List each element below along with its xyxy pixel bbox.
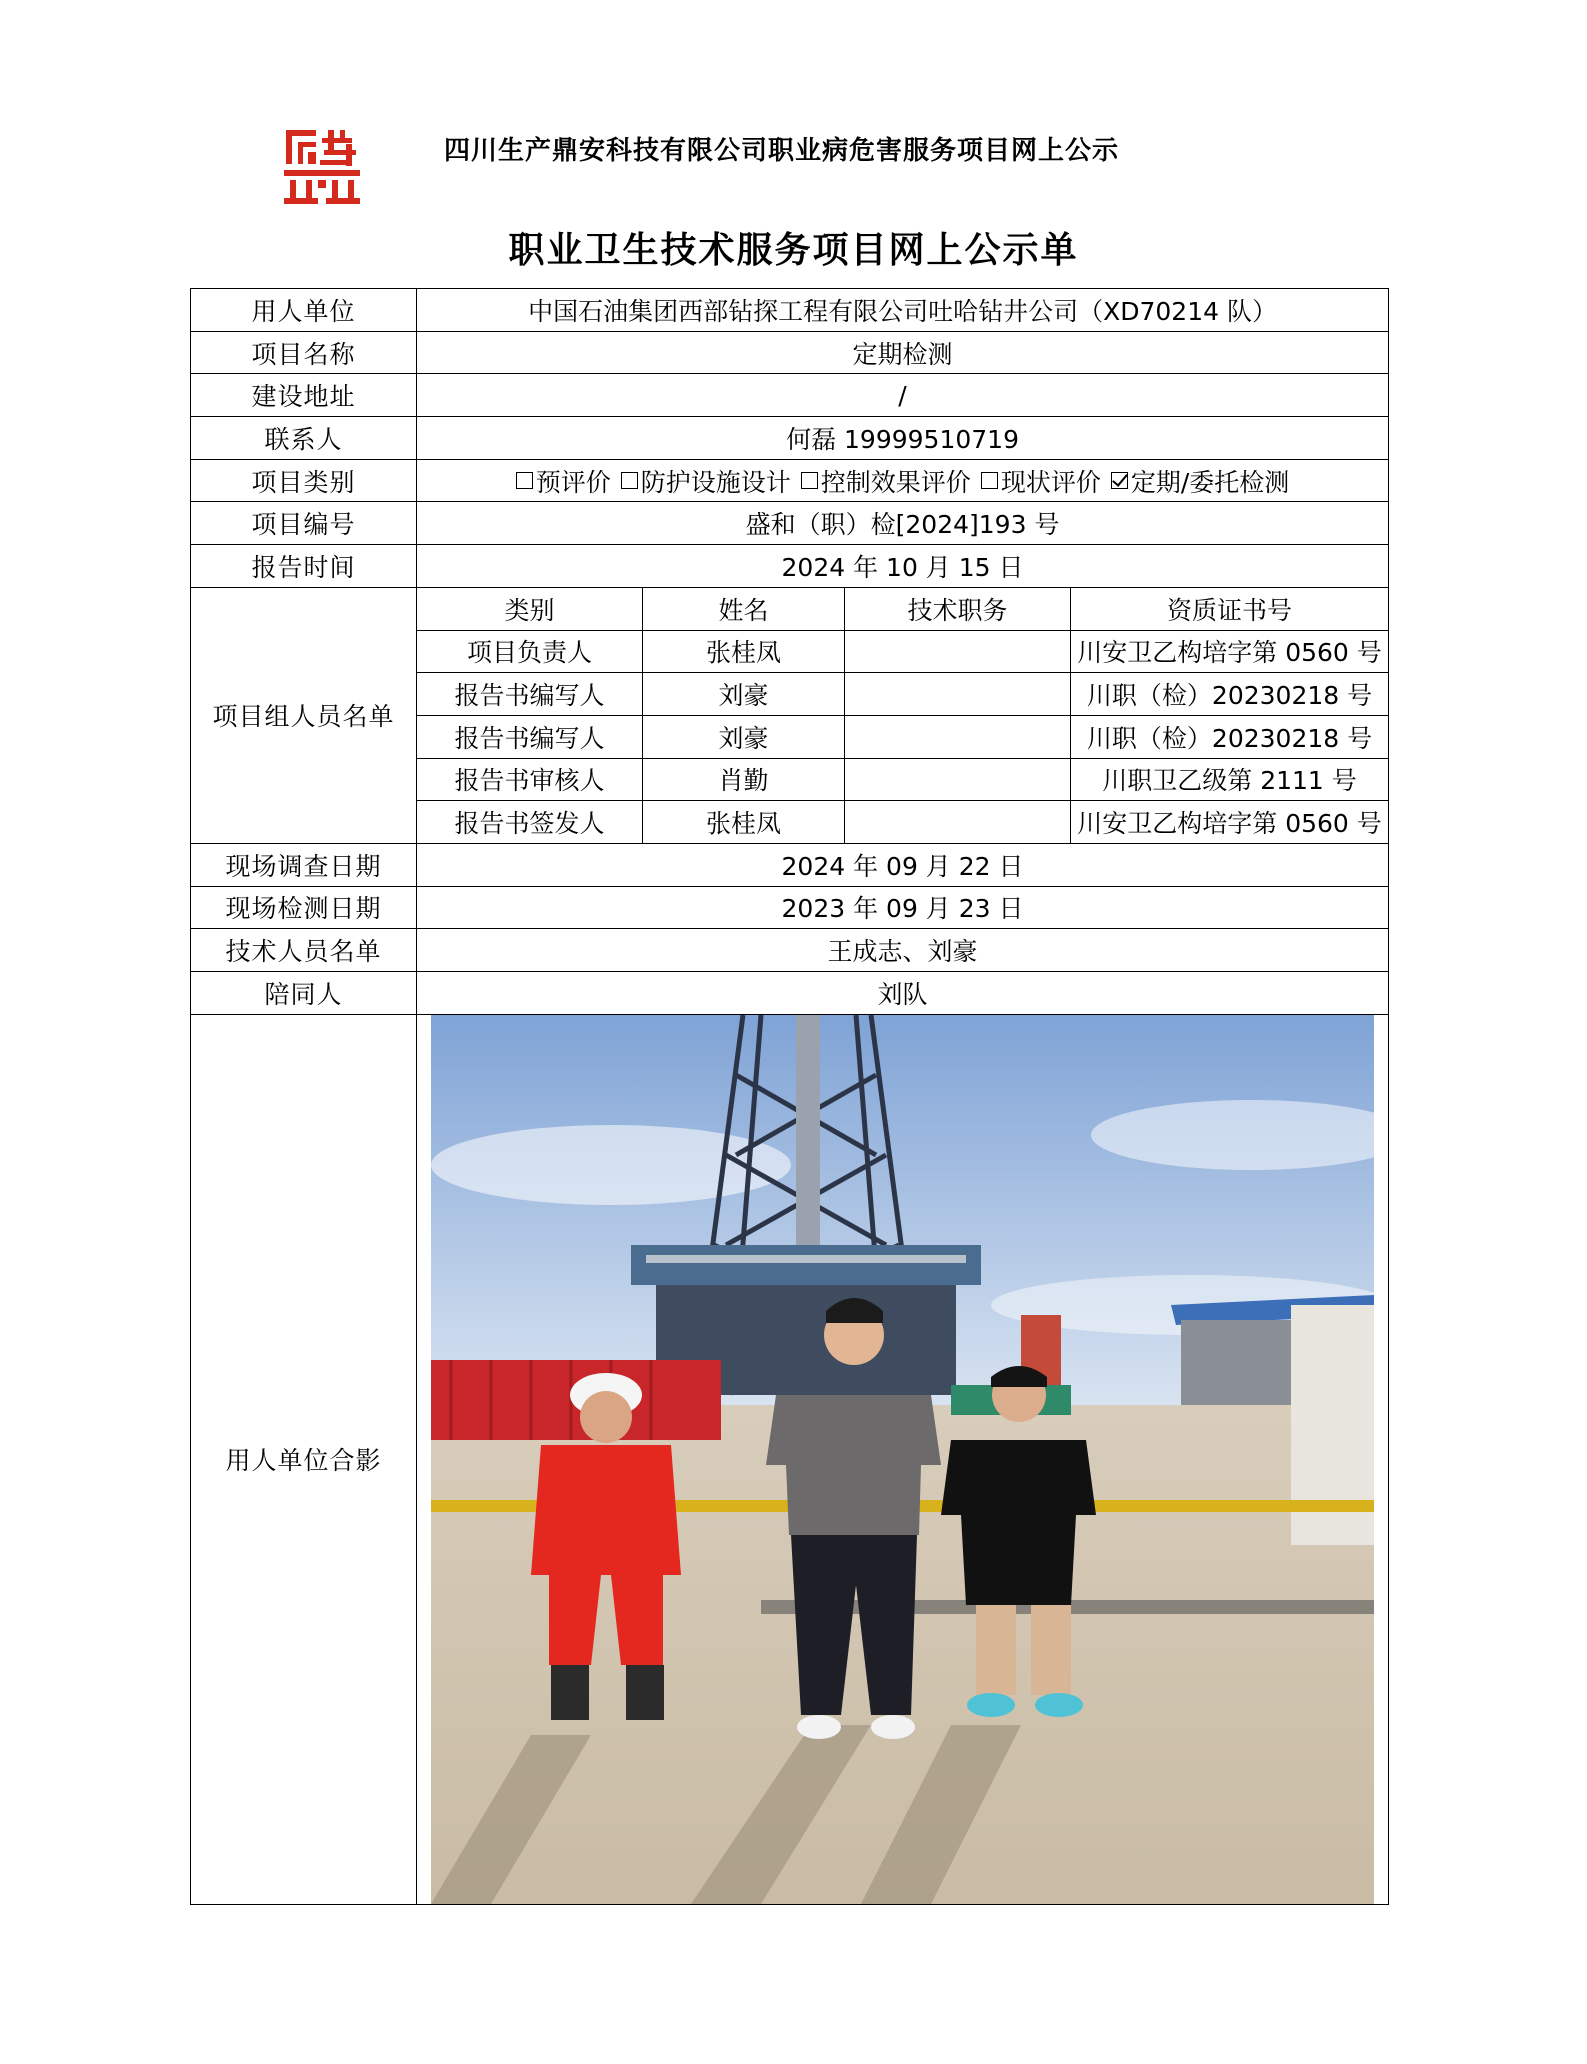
team-title <box>845 801 1071 844</box>
row-tech-staff <box>191 929 1389 972</box>
category-option-pre-assessment[interactable]: 预评价 <box>516 463 611 499</box>
team-header-cert: 资质证书号 <box>1071 587 1389 630</box>
row-project-no <box>191 502 1389 545</box>
row-photo <box>191 1014 1389 1904</box>
escort-label: 陪同人 <box>191 972 417 1015</box>
test-date-value: 2023 年 09 月 23 日 <box>417 886 1389 929</box>
survey-date-value: 2024 年 09 月 22 日 <box>417 843 1389 886</box>
report-date-value: 2024 年 10 月 15 日 <box>417 545 1389 588</box>
team-title <box>845 673 1071 716</box>
category-options <box>417 459 1389 502</box>
header-notice: 四川生产鼎安科技有限公司职业病危害服务项目网上公示 <box>444 136 1120 166</box>
team-label: 项目组人员名单 <box>191 587 417 843</box>
tech-staff-label: 技术人员名单 <box>191 929 417 972</box>
team-header-role: 类别 <box>417 587 643 630</box>
team-title <box>845 715 1071 758</box>
row-report-date <box>191 545 1389 588</box>
project-no-value: 盛和（职）检[2024]193 号 <box>417 502 1389 545</box>
row-survey-date <box>191 843 1389 886</box>
contact-label: 联系人 <box>191 417 417 460</box>
team-cert: 川职卫乙级第 2111 号 <box>1071 758 1389 801</box>
team-cert: 川职（检）20230218 号 <box>1071 673 1389 716</box>
row-escort <box>191 972 1389 1015</box>
team-header-title: 技术职务 <box>845 587 1071 630</box>
project-name-label: 项目名称 <box>191 331 417 374</box>
drilling-site-photo-image <box>431 1015 1374 1904</box>
logo-seal-icon <box>284 128 360 206</box>
project-no-label: 项目编号 <box>191 502 417 545</box>
employer-label: 用人单位 <box>191 289 417 332</box>
category-option-status-assessment[interactable]: 现状评价 <box>981 463 1101 499</box>
team-title <box>845 630 1071 673</box>
row-category <box>191 459 1389 502</box>
category-option-periodic-test[interactable]: 定期/委托检测 <box>1111 463 1289 499</box>
category-option-protection-design[interactable]: 防护设施设计 <box>621 463 791 499</box>
address-label: 建设地址 <box>191 374 417 417</box>
company-logo <box>284 128 360 206</box>
row-address <box>191 374 1389 417</box>
notice-form-table <box>190 288 1389 1905</box>
photo-cell <box>417 1014 1389 1904</box>
checkbox-icon[interactable] <box>801 472 818 489</box>
group-photo <box>431 1015 1374 1904</box>
team-title <box>845 758 1071 801</box>
team-name: 刘豪 <box>643 715 845 758</box>
checkbox-icon[interactable] <box>981 472 998 489</box>
category-option-control-effect[interactable]: 控制效果评价 <box>801 463 971 499</box>
checkbox-checked-icon[interactable] <box>1111 472 1128 489</box>
team-name: 刘豪 <box>643 673 845 716</box>
team-role: 项目负责人 <box>417 630 643 673</box>
project-name-value: 定期检测 <box>417 331 1389 374</box>
team-role: 报告书编写人 <box>417 673 643 716</box>
team-role: 报告书签发人 <box>417 801 643 844</box>
employer-value: 中国石油集团西部钻探工程有限公司吐哈钻井公司（XD70214 队） <box>417 289 1389 332</box>
checkbox-icon[interactable] <box>621 472 638 489</box>
row-test-date <box>191 886 1389 929</box>
team-role: 报告书编写人 <box>417 715 643 758</box>
row-project-name <box>191 331 1389 374</box>
survey-date-label: 现场调查日期 <box>191 843 417 886</box>
photo-label: 用人单位合影 <box>191 1014 417 1904</box>
team-name: 张桂凤 <box>643 801 845 844</box>
test-date-label: 现场检测日期 <box>191 886 417 929</box>
team-cert: 川安卫乙构培字第 0560 号 <box>1071 630 1389 673</box>
page-title: 职业卫生技术服务项目网上公示单 <box>508 229 1079 271</box>
category-label: 项目类别 <box>191 459 417 502</box>
address-value: / <box>417 374 1389 417</box>
team-cert: 川安卫乙构培字第 0560 号 <box>1071 801 1389 844</box>
team-header-row <box>191 587 1389 630</box>
row-contact <box>191 417 1389 460</box>
tech-staff-value: 王成志、刘豪 <box>417 929 1389 972</box>
team-name: 肖勤 <box>643 758 845 801</box>
report-date-label: 报告时间 <box>191 545 417 588</box>
team-role: 报告书审核人 <box>417 758 643 801</box>
contact-value: 何磊 19999510719 <box>417 417 1389 460</box>
team-name: 张桂凤 <box>643 630 845 673</box>
team-header-name: 姓名 <box>643 587 845 630</box>
row-employer <box>191 289 1389 332</box>
checkbox-icon[interactable] <box>516 472 533 489</box>
team-cert: 川职（检）20230218 号 <box>1071 715 1389 758</box>
escort-value: 刘队 <box>417 972 1389 1015</box>
